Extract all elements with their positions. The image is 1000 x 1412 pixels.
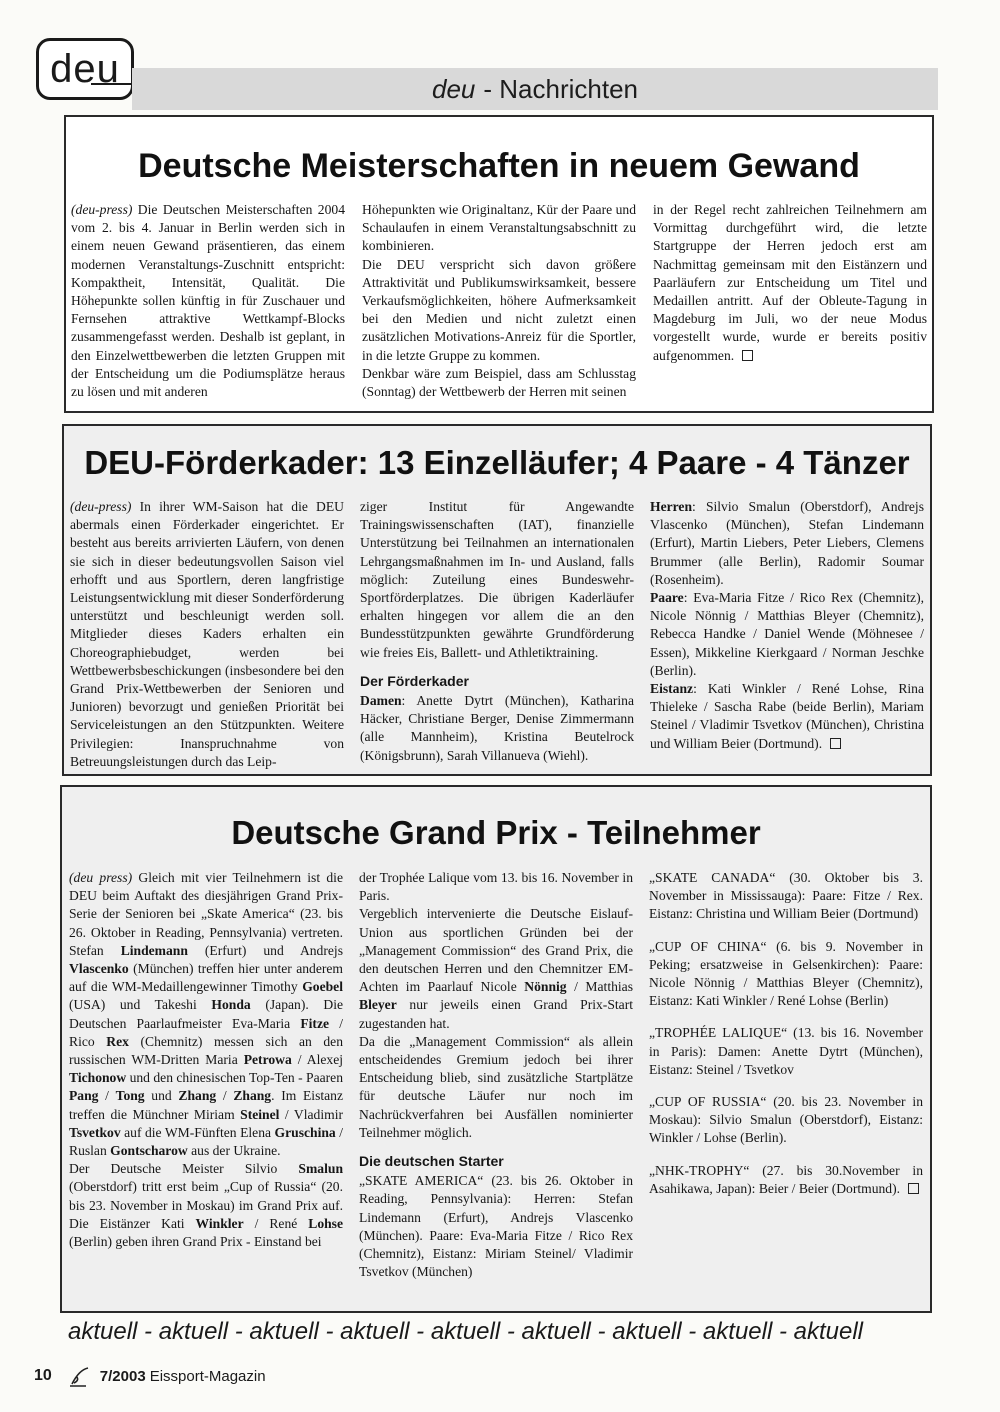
starter-entry: „CUP OF RUSSIA“ (20. bis 23. November in Moskau): Silvio Smalun (Oberstdorf), Eistanz: Winkler / Lohse (Berlin).: [649, 1094, 923, 1146]
column-3: [653, 201, 927, 401]
article-grand-prix: [60, 785, 932, 1313]
end-mark-icon: [908, 1183, 919, 1194]
page-number: 10: [34, 1367, 52, 1384]
paragraph: der Trophée Lalique vom 13. bis 16. November in Paris.: [359, 870, 633, 904]
article-foerderkader: [62, 424, 932, 776]
section-header: [132, 68, 938, 110]
category-label: Eistanz: [650, 681, 694, 697]
issue-number: 7/2003: [99, 1367, 146, 1385]
paragraph: Höhepunkten wie Originaltanz, Kür der Paare und Schaulaufen in einem Veranstaltungsabschnitt zu kombinieren.: [362, 202, 636, 254]
category-list: : Silvio Smalun (Oberstdorf), Andrejs Vlascenko (München), Stefan Lindemann (Erfurt), Martin Liebers, Peter Liebers, Clemens Brummer (alle Berlin), Radomir Soumar (Rosenheim).: [650, 499, 924, 587]
category-label: Paare: [650, 590, 684, 606]
article-columns: [70, 498, 924, 771]
paragraph: (deu press) Gleich mit vier Teilnehmern ist die DEU beim Auftakt des diesjährigen Grand Prix-Serie der Senioren bei „Skate America“ (23. bis 26. Oktober in Reading, Pennsylvania) vertreten. Stefan Lindemann (Erfurt) und Andrejs Vlascenko (München) treffen hier unter anderem auf die WM-Medaillengewinner Timothy Goebel (USA) und Takeshi Honda (Japan). Die Deutschen Paarlaufmeister Eva-Maria Fitze / Rico Rex (Chemnitz) messen sich an den russischen WM-Dritten Maria Petrowa / Alexej Tichonow und den chinesischen Top-Ten - Paaren Pang / Tong und Zhang / Zhang. Im Eistanz treffen die Münchner Miriam Steinel / Vladimir Tsvetkov auf die WM-Fünften Elena Gruschina / Ruslan Gontscharow aus der Ukraine.: [69, 870, 344, 1159]
paragraph: In ihrer WM-Saison hat die DEU abermals einen Förderkader eingerichtet. Er besteht aus bereits arrivierten Läufern, von denen sie sich in dieser bedeutungsvollen Saison viel erhofft und aus Sportlern, deren langfristige Leistungsentwicklung mit dieser Sonderförderung unterstützt und beschleunigt werden soll. Mitglieder dieses Kaders erhalten ein Choreographiebudget, werden bei Wettbewerbsbeschickungen (insbesondere bei den Grand Prix-Wettbewerben der Senioren und Junioren) bevorzugt und genießen Priorität bei Serviceleistungen an den Stützpunkten. Weitere Privilegien: Inanspruchnahme von Betreuungsleistungen durch das Leip-: [70, 499, 344, 769]
paragraph: ziger Institut für Angewandte Trainingswissenschaften (IAT), finanzielle Unterstützung bei Teilnahmen an internationalen Lehrgangsmaßnahmen im In- und Ausland, falls möglich: Zuteilung eines Bundeswehr-Sportförderplatzes. Die übrigen Kaderläufer erhalten hingegen vor allem die an den Bundesstützpunkten gewährte Grundförderung wie freies Eis, Ballett- und Athletiktraining.: [360, 499, 634, 660]
column-1: [71, 201, 345, 401]
category-list: : Anette Dytrt (München), Katharina Häcker, Christiane Berger, Denise Zimmermann (alle Mannheim), Kristina Beutelrock (Königsbrunn), Sarah Villanueva (Wiehl).: [360, 693, 634, 763]
category-list: : Kati Winkler / René Lohse, Rina Thieleke / Sascha Rabe (beide Berlin), Mariam Steinel / Vladimir Tsvetkov (München), Christina und William Beier (Dortmund).: [650, 681, 924, 751]
skater-icon: [66, 1364, 92, 1388]
column-2: [359, 869, 633, 1281]
page-footer: [34, 1364, 266, 1388]
column-1: [70, 498, 344, 771]
end-mark-icon: [830, 738, 841, 749]
category-label: Herren: [650, 499, 693, 514]
deu-logo: [36, 38, 134, 100]
aktuell-ticker: aktuell - aktuell - aktuell - aktuell - aktuell - aktuell - aktuell - aktuell - aktuell: [68, 1318, 863, 1345]
column-3: [650, 498, 924, 771]
article-headline: DEU-Förderkader: 13 Einzelläufer; 4 Paare - 4 Tänzer: [84, 444, 910, 481]
press-tag: (deu-press): [70, 499, 132, 514]
paragraph: Die DEU verspricht sich davon größere Attraktivität und Publikumswirksamkeit, bessere Verkaufsmöglichkeiten, höhere Aufmerksamkeit bei den Medien und nicht zuletzt einen zusätzlichen Motivations-Anreiz für die Sportler, in die letzte Gruppe zu kommen.: [362, 256, 636, 363]
paragraph: Vergeblich intervenierte die Deutsche Eislauf-Union aus sportlichen Gründen bei der „Management Commission“ des Grand Prix, die den deutschen Herren und den Chemnitzer EM-Achten im Paarlauf Nicole Nönnig / Matthias Bleyer nur jeweils einen Grand Prix-Start zugestanden hat.: [359, 906, 633, 1031]
end-mark-icon: [742, 350, 753, 361]
category-list: : Eva-Maria Fitze / Rico Rex (Chemnitz), Nicole Nönnig / Matthias Bleyer (Chemnitz), Rebecca Handke / Daniel Wende (Möhnesee / Essen), Mikkeline Kierkgaard / Norman Jeschke (Berlin).: [650, 590, 924, 678]
column-2: [360, 498, 634, 771]
logo-text: deu: [50, 46, 120, 91]
paragraph: Denkbar wäre zum Beispiel, dass am Schlusstag (Sonntag) der Wettbewerb der Herren mit seinen: [362, 365, 636, 400]
subheading: Die deutschen Starter: [359, 1153, 504, 1170]
subheading: Der Förderkader: [360, 672, 469, 689]
starter-entry: „SKATE CANADA“ (30. Oktober bis 3. November in Mississauga): Paare: Fitze / Rex. Eistanz: Christina und William Beier (Dortmund): [649, 870, 923, 922]
article-meisterschaften: [64, 115, 934, 413]
column-1: [69, 869, 343, 1281]
magazine-name: Eissport-Magazin: [149, 1367, 266, 1385]
section-brand: deu: [431, 73, 476, 104]
article-headline: Deutsche Grand Prix - Teilnehmer: [231, 814, 761, 851]
paragraph: Die Deutschen Meisterschaften 2004 vom 2. bis 4. Januar in Berlin werden sich in einem neuen Gewand präsentieren, das einem modernen Veranstaltungs-Zuschnitt entspricht: Kompaktheit, Intensität, Qualität. Die Höhepunkte sollen künftig in für Zuschauer und Fernsehen attraktive Wettkampf-Blocks zusammengefasst werden. Deshalb ist geplant, in den Einzelwettbewerben die letzten Gruppen mit der Entscheidung um die Podiumsplätze heraus zu lösen und mit anderen: [71, 202, 345, 400]
press-tag: (deu-press): [71, 202, 133, 217]
category-label: Damen: [360, 693, 402, 709]
column-2: [362, 201, 636, 401]
paragraph: Der Deutsche Meister Silvio Smalun (Oberstdorf) tritt erst beim „Cup of Russia“ (20. bis 23. November in Moskau) im Grand Prix auf. Die Eistänzer Kati Winkler / René Lohse (Berlin) geben ihren Grand Prix - Einstand bei: [69, 1161, 343, 1250]
starter-entry: „CUP OF CHINA“ (6. bis 9. November in Peking; ersatzweise in Gelsenkirchen): Paare: Nicole Nönnig / Matthias Bleyer (Chemnitz), Eistanz: Kati Winkler / René Lohse (Berlin): [649, 938, 923, 1009]
article-columns: [69, 869, 923, 1281]
article-columns: [71, 201, 927, 401]
column-3: [649, 869, 923, 1281]
paragraph: Da die „Management Commission“ als allein entscheidendes Gremium jedoch bei ihrer Entscheidung blieb, sind zusätzliche Startplätze für deutsche Läufer nur noch im Nachrückverfahren bei Ausfällen nominierter Teilnehmer möglich.: [359, 1033, 633, 1140]
section-title: - Nachrichten: [483, 73, 638, 104]
starter-entry: „NHK-TROPHY“ (27. bis 30.November in Asahikawa, Japan): Beier / Beier (Dortmund).: [649, 1162, 923, 1196]
starter-entry: „SKATE AMERICA“ (23. bis 26. Oktober in Reading, Pennsylvania): Herren: Stefan Lindemann (Erfurt), Andrejs Vlascenko (München). Paare: Eva-Maria Fitze / Rico Rex (Chemnitz), Eistanz: Miriam Steinel/ Vladimir Tsvetkov (München): [359, 1173, 633, 1280]
article-headline: Deutsche Meisterschaften in neuem Gewand: [138, 147, 860, 185]
starter-entry: „TROPHÉE LALIQUE“ (13. bis 16. November in Paris): Damen: Anette Dytrt (München), Eistanz: Steinel / Tsvetkov: [649, 1025, 923, 1077]
paragraph: in der Regel recht zahlreichen Teilnehmern am Vormittag durchgeführt wird, die letzte Startgruppe der Herren jedoch erst am Nachmittag gemeinsam mit den Eistänzern und Paarläufern zur Entscheidung um Titel und Medaillen antritt. Auf der Obleute-Tagung in Magdeburg im Juli, wo der neue Modus vorgestellt wurde, wurde er bereits positiv aufgenommen.: [653, 202, 927, 363]
press-tag: (deu press): [69, 870, 133, 885]
